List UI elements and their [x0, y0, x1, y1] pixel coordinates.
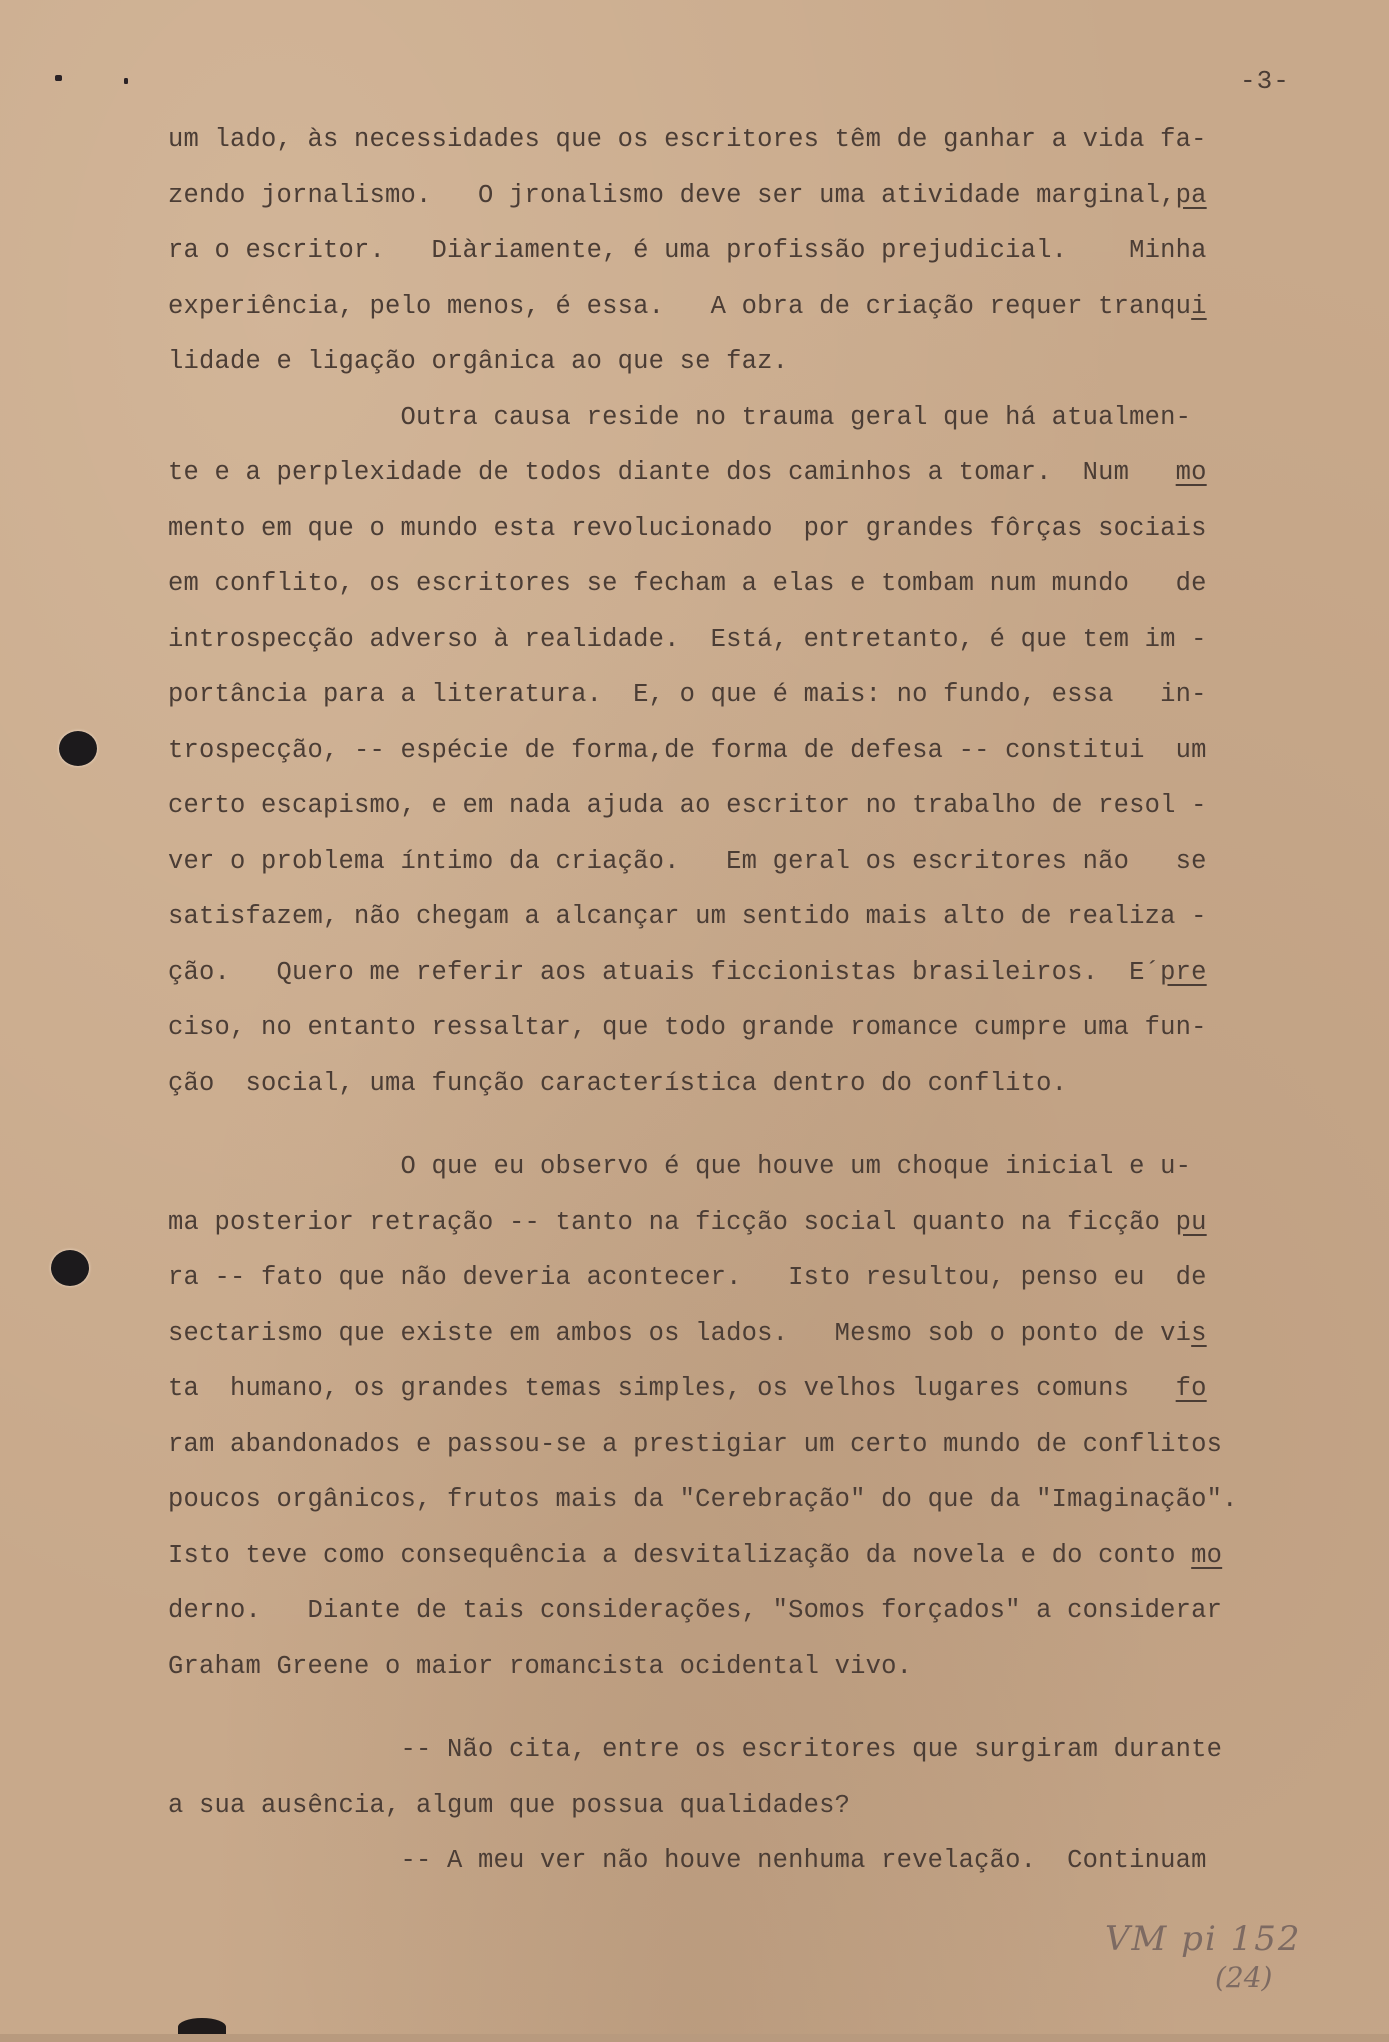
- punch-hole-icon: [59, 731, 97, 766]
- text-line: [168, 1195, 1368, 1251]
- line-text: ciso, no entanto ressaltar, que todo grande romance cumpre uma fun-: [168, 1013, 1207, 1042]
- paragraph-gap: [168, 1111, 1368, 1139]
- text-line: [168, 1361, 1368, 1417]
- paragraph-block-2: [168, 1139, 1368, 1694]
- line-text: introspecção adverso à realidade. Está, entretanto, é que tem im -: [168, 624, 1207, 654]
- punch-hole-icon: [51, 1250, 89, 1286]
- typewritten-body: [168, 112, 1368, 1889]
- text-line: [168, 112, 1368, 168]
- text-line: [168, 889, 1368, 945]
- text-line: [168, 1250, 1368, 1306]
- line-text: sectarismo que existe em ambos os lados. Mesmo sob o ponto de vi: [168, 1318, 1192, 1348]
- text-line: [168, 334, 1368, 390]
- text-line: [168, 556, 1368, 612]
- line-text: zendo jornalismo. O jronalismo deve ser uma atividade marginal,: [168, 180, 1176, 210]
- text-line: [168, 223, 1368, 279]
- line-text: um lado, às necessidades que os escritores têm de ganhar a vida fa-: [168, 125, 1207, 154]
- line-text: -- Não cita, entre os escritores que surgiram durante: [168, 1735, 1223, 1764]
- underlined-hyphenation: pre: [1160, 957, 1207, 987]
- text-line: [168, 1472, 1368, 1528]
- line-text: portância para a literatura. E, o que é mais: no fundo, essa in-: [168, 680, 1207, 709]
- text-line: [168, 501, 1368, 557]
- annotation-main: VM pi 152: [1105, 1919, 1302, 1959]
- text-line: [168, 1833, 1368, 1889]
- text-line: [168, 1528, 1368, 1584]
- line-text: certo escapismo, e em nada ajuda ao escritor no trabalho de resol -: [168, 791, 1207, 820]
- text-line: [168, 667, 1368, 723]
- pencil-annotation: [1105, 1918, 1355, 1996]
- text-line: [168, 723, 1368, 779]
- line-text: satisfazem, não chegam a alcançar um sentido mais alto de realiza -: [168, 902, 1207, 931]
- line-text: O que eu observo é que houve um choque inicial e u-: [168, 1152, 1192, 1181]
- text-line: [168, 945, 1368, 1001]
- text-line: [168, 778, 1368, 834]
- text-line: [168, 1306, 1368, 1362]
- text-line: [168, 612, 1368, 668]
- underlined-hyphenation: mo: [1191, 1540, 1223, 1570]
- text-line: [168, 445, 1368, 501]
- underlined-hyphenation: fo: [1175, 1374, 1207, 1403]
- line-text: -- A meu ver não houve nenhuma revelação. Continuam: [168, 1846, 1207, 1875]
- underlined-hyphenation: pu: [1175, 1207, 1207, 1237]
- text-line: [168, 1139, 1368, 1195]
- text-line: [168, 1639, 1368, 1695]
- text-line: [168, 1722, 1368, 1778]
- paper-speck: [55, 75, 62, 81]
- paragraph-gap: [168, 1694, 1368, 1722]
- line-text: a sua ausência, algum que possua qualidades?: [168, 1790, 851, 1820]
- line-text: lidade e ligação orgânica ao que se faz.: [168, 347, 789, 376]
- text-line: [168, 1778, 1368, 1834]
- text-line: [168, 1417, 1368, 1473]
- underlined-hyphenation: s: [1191, 1318, 1207, 1348]
- line-text: te e a perplexidade de todos diante dos caminhos a tomar. Num: [168, 458, 1176, 487]
- line-text: Isto teve como consequência a desvitalização da novela e do conto: [168, 1540, 1192, 1570]
- line-text: poucos orgânicos, frutos mais da "Cerebração" do que da "Imaginação".: [168, 1485, 1238, 1514]
- underlined-hyphenation: pa: [1175, 180, 1207, 210]
- line-text: ram abandonados e passou-se a prestigiar um certo mundo de conflitos: [168, 1429, 1223, 1459]
- line-text: experiência, pelo menos, é essa. A obra de criação requer tranqu: [168, 291, 1192, 321]
- line-text: ma posterior retração -- tanto na ficção social quanto na ficção: [168, 1207, 1176, 1237]
- line-text: ver o problema íntimo da criação. Em geral os escritores não se: [168, 846, 1207, 876]
- underlined-hyphenation: mo: [1175, 458, 1207, 487]
- text-line: [168, 1056, 1368, 1112]
- paper-speck: [124, 78, 128, 84]
- line-text: ção. Quero me referir aos atuais ficcionistas brasileiros. E´: [168, 957, 1161, 987]
- paragraph-block-3: [168, 1722, 1368, 1889]
- line-text: ção social, uma função característica dentro do conflito.: [168, 1068, 1068, 1098]
- annotation-sub: (24): [1215, 1961, 1273, 1994]
- paragraph-block-1: [168, 112, 1368, 1111]
- line-text: ra -- fato que não deveria acontecer. Isto resultou, penso eu de: [168, 1263, 1207, 1292]
- text-line: [168, 1000, 1368, 1056]
- text-line: [168, 279, 1368, 335]
- line-text: Outra causa reside no trauma geral que há atualmen-: [168, 402, 1192, 432]
- line-text: em conflito, os escritores se fecham a elas e tombam num mundo de: [168, 569, 1207, 598]
- page-edge: [0, 2034, 1389, 2042]
- line-text: derno. Diante de tais considerações, "Somos forçados" a considerar: [168, 1596, 1223, 1625]
- line-text: Graham Greene o maior romancista ocidental vivo.: [168, 1651, 913, 1681]
- page-number: -3-: [1240, 66, 1290, 96]
- line-text: ta humano, os grandes temas simples, os velhos lugares comuns: [168, 1374, 1176, 1403]
- text-line: [168, 390, 1368, 446]
- line-text: trospecção, -- espécie de forma,de forma de defesa -- constitui um: [168, 735, 1207, 765]
- text-line: [168, 168, 1368, 224]
- underlined-hyphenation: i: [1191, 291, 1207, 321]
- text-line: [168, 1583, 1368, 1639]
- line-text: mento em que o mundo esta revolucionado por grandes fôrças sociais: [168, 513, 1207, 543]
- text-line: [168, 834, 1368, 890]
- line-text: ra o escritor. Diàriamente, é uma profissão prejudicial. Minha: [168, 236, 1207, 265]
